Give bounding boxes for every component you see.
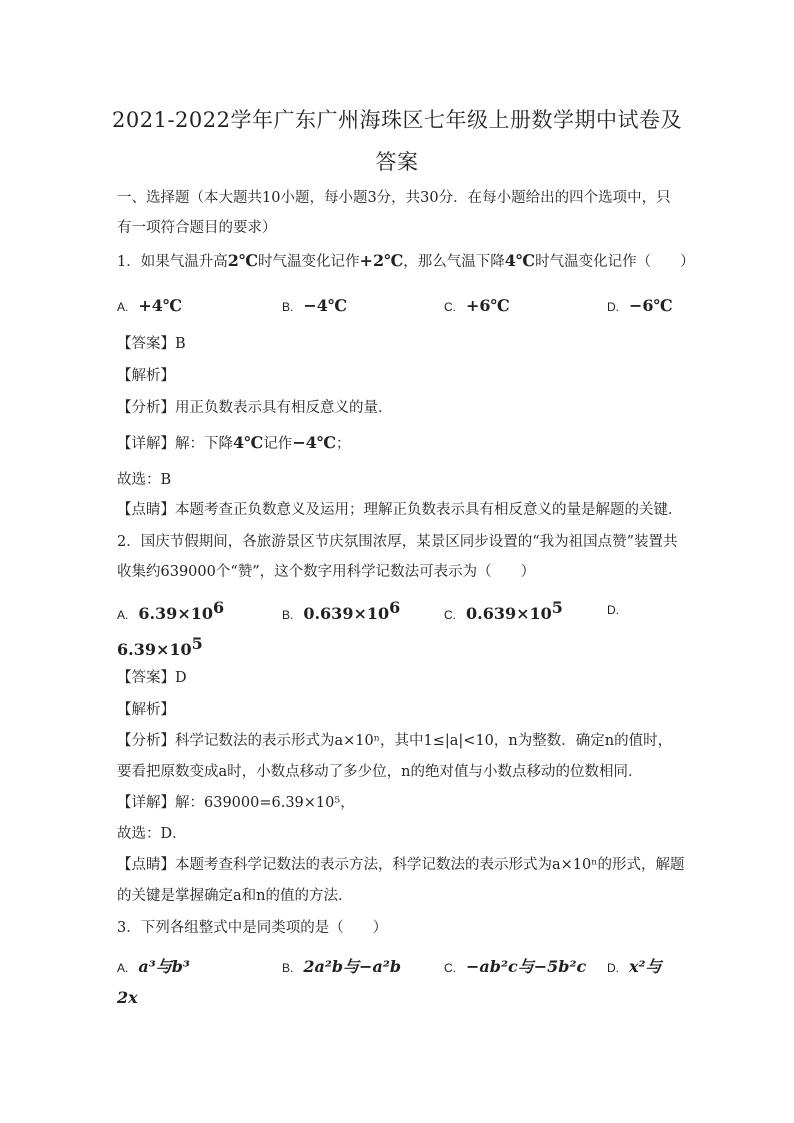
option-value: 6.39×10 bbox=[117, 640, 192, 659]
detail-text: 【详解】解：下降 bbox=[117, 436, 233, 452]
question-2-option-c bbox=[444, 598, 563, 623]
option-value: 2x bbox=[117, 988, 138, 1007]
option-label: C. bbox=[444, 961, 456, 975]
question-2-fenxi-line2: 要看把原数变成a时，小数点移动了多少位，n的绝对值与小数点移动的位数相同． bbox=[117, 764, 643, 780]
option-label: A. bbox=[117, 608, 129, 622]
question-2-option-a bbox=[117, 598, 224, 623]
question-3-option-c bbox=[444, 954, 586, 977]
question-2-option-d-label bbox=[607, 602, 629, 618]
question-1-option-c bbox=[444, 296, 510, 315]
question-1-text-part3: ，那么气温下降 bbox=[403, 254, 505, 270]
option-label: B. bbox=[282, 608, 294, 622]
option-label: C. bbox=[444, 300, 456, 314]
question-1-math-3: 4℃ bbox=[504, 251, 536, 270]
option-value: −4℃ bbox=[303, 296, 348, 315]
question-1-choose: 故选：B bbox=[117, 472, 172, 488]
option-label: B. bbox=[282, 300, 294, 314]
option-value: 0.639×10 bbox=[466, 604, 552, 623]
question-1-analysis-heading: 【解析】 bbox=[117, 368, 175, 384]
question-1-detail bbox=[117, 432, 351, 453]
option-exponent: 6 bbox=[389, 598, 401, 617]
question-1-math-1: 2℃ bbox=[227, 251, 259, 270]
question-3-stem: 3．下列各组整式中是同类项的是（ ） bbox=[117, 920, 388, 936]
detail-math: 4℃ bbox=[233, 433, 264, 452]
option-value: a³与b³ bbox=[138, 957, 190, 976]
question-2-analysis-heading: 【解析】 bbox=[117, 702, 175, 718]
option-value: +6℃ bbox=[466, 296, 510, 315]
question-1-text-part4: 时气温变化记作（ ） bbox=[535, 254, 695, 270]
question-2-answer: 【答案】D bbox=[117, 670, 187, 686]
option-label: D. bbox=[607, 603, 619, 617]
question-2-fenxi-line1: 【分析】科学记数法的表示形式为a×10ⁿ，其中1≤|a|<10，n为整数．确定n的值时， bbox=[117, 733, 673, 749]
question-1-text-part2: 时气温变化记作 bbox=[258, 254, 360, 270]
option-value: 2a²b与−a²b bbox=[303, 957, 402, 976]
question-1-fenxi: 【分析】用正负数表示具有相反意义的量． bbox=[117, 400, 393, 416]
question-2-option-b bbox=[282, 598, 400, 623]
detail-text: 记作 bbox=[263, 436, 293, 452]
question-2-comment-line1: 【点睛】本题考查科学记数法的表示方法，科学记数法的表示形式为a×10ⁿ的形式，解题 bbox=[117, 857, 685, 873]
option-label: D. bbox=[607, 961, 619, 975]
question-2-stem-line1: 2．国庆节假期间，各旅游景区节庆氛围浓厚，某景区同步设置的“我为祖国点赞”装置共 bbox=[117, 534, 678, 550]
question-3-option-d-continued bbox=[117, 988, 138, 1007]
option-value: x²与 bbox=[629, 957, 662, 976]
document-title-line1: 2021-2022学年广东广州海珠区七年级上册数学期中试卷及 bbox=[112, 108, 682, 132]
question-3-option-d bbox=[607, 954, 662, 977]
option-value: −6℃ bbox=[629, 296, 673, 315]
question-1-comment: 【点睛】本题考查正负数意义及运用；理解正负数表示具有相反意义的量是解题的关键． bbox=[117, 502, 683, 518]
question-2-detail: 【详解】解：639000=6.39×10⁵， bbox=[117, 795, 355, 811]
option-label: D. bbox=[607, 300, 619, 314]
question-1-option-a bbox=[117, 296, 182, 315]
question-1-number: 1． bbox=[117, 254, 141, 270]
question-1-answer: 【答案】B bbox=[117, 336, 186, 352]
option-value: 6.39×10 bbox=[138, 604, 213, 623]
section-heading-line2: 有一项符合题目的要求） bbox=[117, 220, 277, 236]
question-2-comment-line2: 的关键是掌握确定a和n的值的方法． bbox=[117, 888, 353, 904]
option-exponent: 5 bbox=[551, 598, 563, 617]
document-title-line2: 答案 bbox=[375, 150, 419, 174]
option-value: 0.639×10 bbox=[303, 604, 390, 623]
question-3-option-a bbox=[117, 954, 190, 977]
detail-text: ； bbox=[336, 436, 351, 452]
option-value: +4℃ bbox=[138, 296, 183, 315]
question-2-option-d-value bbox=[117, 634, 203, 659]
question-1-math-2: +2℃ bbox=[359, 251, 404, 270]
question-1-stem bbox=[117, 250, 695, 271]
section-heading-line1: 一、选择题（本大题共10小题，每小题3分，共30分．在每小题给出的四个选项中，只 bbox=[117, 190, 671, 206]
option-label: C. bbox=[444, 608, 456, 622]
question-2-stem-line2: 收集约639000个“赞”，这个数字用科学记数法可表示为（ ） bbox=[117, 564, 536, 580]
option-label: B. bbox=[282, 961, 294, 975]
option-value: −ab²c与−5b²c bbox=[466, 957, 587, 976]
option-label: A. bbox=[117, 961, 129, 975]
option-exponent: 5 bbox=[191, 634, 203, 653]
question-2-choose: 故选：D． bbox=[117, 826, 187, 842]
question-1-option-d bbox=[607, 296, 673, 315]
question-1-option-b bbox=[282, 296, 347, 315]
question-3-option-b bbox=[282, 954, 401, 977]
option-label: A. bbox=[117, 300, 129, 314]
option-exponent: 6 bbox=[212, 598, 225, 617]
question-1-text-part1: 如果气温升高 bbox=[140, 254, 228, 270]
detail-math: −4℃ bbox=[292, 433, 337, 452]
